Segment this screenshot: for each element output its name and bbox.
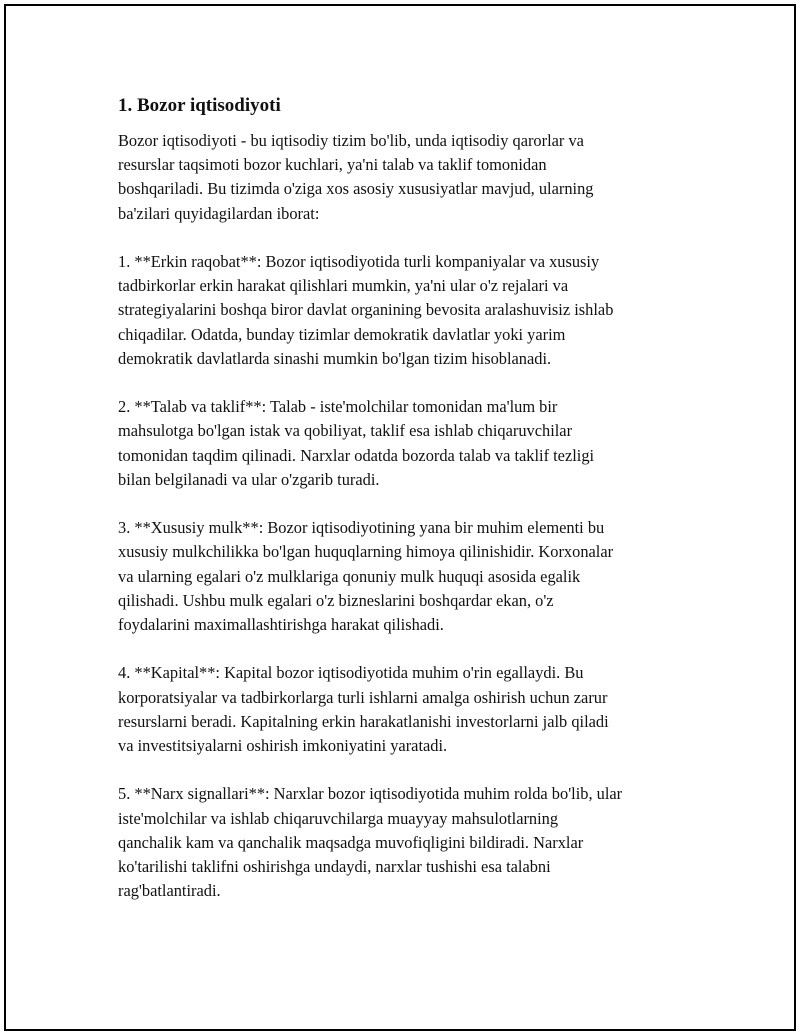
paragraph-erkin-raqobat: 1. **Erkin raqobat**: Bozor iqtisodiyotida turli kompaniyalar va xususiy tadbirkorlar erkin harakat qilishlari mumkin, ya'ni ular o'z rejalari va strategiyalarini boshqa biror davlat organining bevosita aralashuvisiz ishlab chiqadilar. Odatda, bunday tizimlar demokratik davlatlar yoki yarim demokratik davlatlarda sinashi mumkin bo'lgan tizim hisoblanadi. (118, 252, 614, 368)
document-body (118, 93, 688, 928)
paragraph-talab-va-taklif: 2. **Talab va taklif**: Talab - iste'molchilar tomonidan ma'lum bir mahsulotga bo'lgan istak va qobiliyat, taklif esa ishlab chiqaruvchilar tomonidan taqdim qilinadi. Narxlar odatda bozorda talab va taklif tezligi bilan belgilanadi va ular o'zgarib turadi. (118, 397, 595, 489)
paragraph-xususiy-mulk: 3. **Xususiy mulk**: Bozor iqtisodiyotining yana bir muhim elementi bu xususiy mulkchilikka bo'lgan huquqlarning himoya qilinishidir. Korxonalar va ularning egalari o'z mulklariga qonuniy mulk huquqi asosida egalik qilishadi. Ushbu mulk egalari o'z bizneslarini boshqardar ekan, o'z foydalarini maximallashtirishga harakat qilishadi. (118, 518, 614, 635)
paragraph-kapital: 4. **Kapital**: Kapital bozor iqtisodiyotida muhim o'rin egallaydi. Bu korporatsiyalar va tadbirkorlarga turli ishlarni amalga oshirish uchun zarur resurslarni beradi. Kapitalning erkin harakatlanishi investorlarni jalb qiladi va investitsiyalarni oshirish imkoniyatini yaratadi. (118, 663, 609, 756)
page-title: 1. Bozor iqtisodiyoti (118, 95, 281, 116)
paragraph-narx-signallari: 5. **Narx signallari**: Narxlar bozor iqtisodiyotida muhim rolda bo'lib, ular iste'molchilar va ishlab chiqaruvchilarga muayyay mahsulotlarning qanchalik kam va qanchalik maqsadga muvofiqligini bildiradi. Narxlar ko'tarilishi taklifni oshirishga undaydi, narxlar tushishi esa talabni rag'batlantiradi. (118, 784, 623, 901)
intro-paragraph: Bozor iqtisodiyoti - bu iqtisodiy tizim bo'lib, unda iqtisodiy qarorlar va resurslar taqsimoti bozor kuchlari, ya'ni talab va taklif tomonidan boshqariladi. Bu tizimda o'ziga xos asosiy xususiyatlar mavjud, ularning ba'zilari quyidagilardan iborat: (118, 131, 594, 223)
